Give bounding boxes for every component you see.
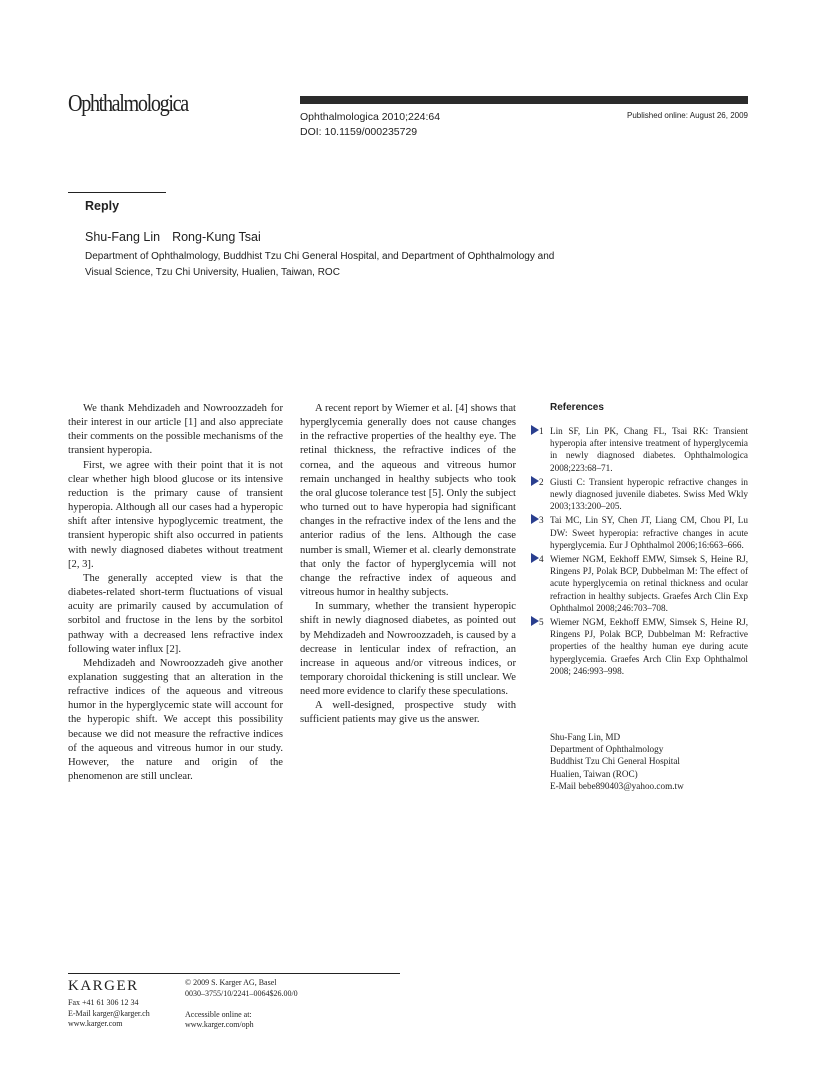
publisher-website[interactable]: www.karger.com xyxy=(68,1019,123,1028)
reference-item xyxy=(531,616,748,677)
reference-number: 3 xyxy=(539,515,544,526)
affiliation-line: Department of Ophthalmology, Buddhist Tzu Chi General Hospital, and Department of Ophthalmology and xyxy=(85,251,555,262)
journal-logo: Ophthalmologica xyxy=(68,91,188,117)
doi-link[interactable]: DOI: 10.1159/000235729 xyxy=(300,126,418,138)
reference-link-arrow-icon[interactable] xyxy=(531,514,539,524)
publisher-contacts xyxy=(68,998,150,1030)
paragraph: First, we agree with their point that it is not clear whether high blood glucose or its intensive reduction is the primary cause of transient hyperopia. Although all our cases had a hyperopic shift after intensive hypoglycemic treatment, the transient hyperopic shift also occurred in patients with newly diagnosed diabetes without treatment [2, 3]. xyxy=(68,459,283,570)
paragraph: In summary, whether the transient hyperopic shift in newly diagnosed diabetes, as pointed out by Mehdizadeh and Nowroozzadeh, is caused by a decrease in lenticular index of refraction, an increase in aqueous and/or vitreous indices, or temporary choroidal thickening is still unclear. We need more evidence to clarify these speculations. xyxy=(300,601,516,698)
publisher-email[interactable]: E-Mail karger@karger.ch xyxy=(68,1008,150,1018)
references-section xyxy=(531,402,748,679)
accessible-url[interactable]: www.karger.com/oph xyxy=(185,1020,254,1029)
accessible-label: Accessible online at: xyxy=(185,1009,252,1019)
body-column-2 xyxy=(300,402,516,728)
affiliation xyxy=(85,249,645,281)
footer-rule xyxy=(68,973,400,974)
section-rule xyxy=(68,192,166,193)
reference-link-arrow-icon[interactable] xyxy=(531,476,539,486)
karger-logo: KARGER xyxy=(68,978,139,994)
author-name: Rong-Kung Tsai xyxy=(172,230,261,244)
correspondence-email[interactable]: E-Mail bebe890403@yahoo.com.tw xyxy=(550,780,684,791)
section-label: Reply xyxy=(85,199,120,213)
affiliation-line: Visual Science, Tzu Chi University, Hualien, Taiwan, ROC xyxy=(85,267,340,278)
paragraph: A well-designed, prospective study with sufficient patients may give us the answer. xyxy=(300,700,516,726)
correspondence-department: Department of Ophthalmology xyxy=(550,744,664,755)
author-list xyxy=(85,230,261,244)
reference-item xyxy=(531,553,748,614)
publication-date: Published online: August 26, 2009 xyxy=(627,111,748,120)
reference-text: Wiemer NGM, Eekhoff EMW, Simsek S, Heine RJ, Ringens PJ, Polak BCP, Dubbelman M: Refractive properties of the healthy human eye during acute hyperglycemia. Graefes Arch Clin Exp Ophthalmol 2008; 246:993–998. xyxy=(550,617,748,676)
correspondence-block xyxy=(550,731,684,792)
header-bar xyxy=(300,96,748,104)
reference-item xyxy=(531,476,748,513)
copyright-block xyxy=(185,978,298,1031)
paragraph: Mehdizadeh and Nowroozzadeh give another explanation suggesting that an alteration in the refractive indices of the aqueous and vitreous humor in the hyperglycemic state will account for the hyperopic shift. We accept this possibility because we did not measure the refractive indices of the aqueous and vitreous humor in our study. However, the nature and origin of the phenomenon are still unclear. xyxy=(68,657,283,783)
copyright-notice: © 2009 S. Karger AG, Basel xyxy=(185,978,277,987)
reference-text: Giusti C: Transient hyperopic refractive changes in newly diagnosed juvenile diabetes. Swiss Med Wkly 2003;133:200–205. xyxy=(550,476,748,512)
reference-number: 5 xyxy=(539,617,544,628)
correspondence-location: Hualien, Taiwan (ROC) xyxy=(550,768,638,779)
reference-number: 4 xyxy=(539,554,544,565)
reference-link-arrow-icon[interactable] xyxy=(531,553,539,563)
references-heading: References xyxy=(550,402,604,413)
publisher-fax: Fax +41 61 306 12 34 xyxy=(68,998,139,1007)
issn-code: 0030–3755/10/2241–0064$26.00/0 xyxy=(185,988,298,998)
reference-number: 1 xyxy=(539,426,544,436)
reference-text: Tai MC, Lin SY, Chen JT, Liang CM, Chou PI, Lu DW: Sweet hyperopia: refractive changes in acute hyperglycemia. Eur J Ophthalmol 2006;16:663–666. xyxy=(550,515,748,550)
paragraph: We thank Mehdizadeh and Nowroozzadeh for their interest in our article [1] and also appreciate their comments on the possible mechanisms of the transient hyperopia. xyxy=(68,403,283,457)
reference-text: Lin SF, Lin PK, Chang FL, Tsai RK: Transient hyperopia after intensive treatment of hyperglycemia in newly diagnosed diabetes. Ophthalmologica 2008;223:68–71. xyxy=(550,426,748,473)
reference-link-arrow-icon[interactable] xyxy=(531,425,539,435)
paragraph: A recent report by Wiemer et al. [4] shows that hyperglycemia generally does not cause changes in the refractive properties of the healthy eye. The retinal thickness, the refractive indices of the cornea, and the aqueous and vitreous humor remain unchanged in healthy subjects who took the oral glucose tolerance test [5]. Only the subject who turned out to have hyperopia had significant changes in the refractive index of the lens and the anterior radius of the lens. Although the case number is small, Wiemer et al. clearly demonstrate that only the factor of hyperglycemia will not change the refractive index of aqueous and vitreous humor in healthy subjects. xyxy=(300,403,516,599)
citation-block xyxy=(300,110,440,140)
reference-item xyxy=(531,514,748,551)
body-column-1 xyxy=(68,402,283,784)
reference-number: 2 xyxy=(539,476,544,487)
reference-item xyxy=(531,425,748,474)
citation-line: Ophthalmologica 2010;224:64 xyxy=(300,111,441,123)
author-name: Shu-Fang Lin xyxy=(85,230,161,244)
reference-link-arrow-icon[interactable] xyxy=(531,616,539,626)
paragraph: The generally accepted view is that the diabetes-related short-term fluctuations of visual acuity are primarily caused by accumulation of sorbitol and fructose in the lens by the sorbitol pathway with a decreased lens refractive index following water influx [2]. xyxy=(68,572,283,655)
reference-text: Wiemer NGM, Eekhoff EMW, Simsek S, Heine RJ, Ringens PJ, Polak BCP, Dubbelman M: The effect of acute hyperglycemia on retinal thickness and ocular refraction in healthy subjects. Graefes Arch Clin Exp Ophthalmol 2008;246:703–708. xyxy=(550,554,748,613)
correspondence-name: Shu-Fang Lin, MD xyxy=(550,732,621,742)
correspondence-hospital: Buddhist Tzu Chi General Hospital xyxy=(550,756,680,767)
